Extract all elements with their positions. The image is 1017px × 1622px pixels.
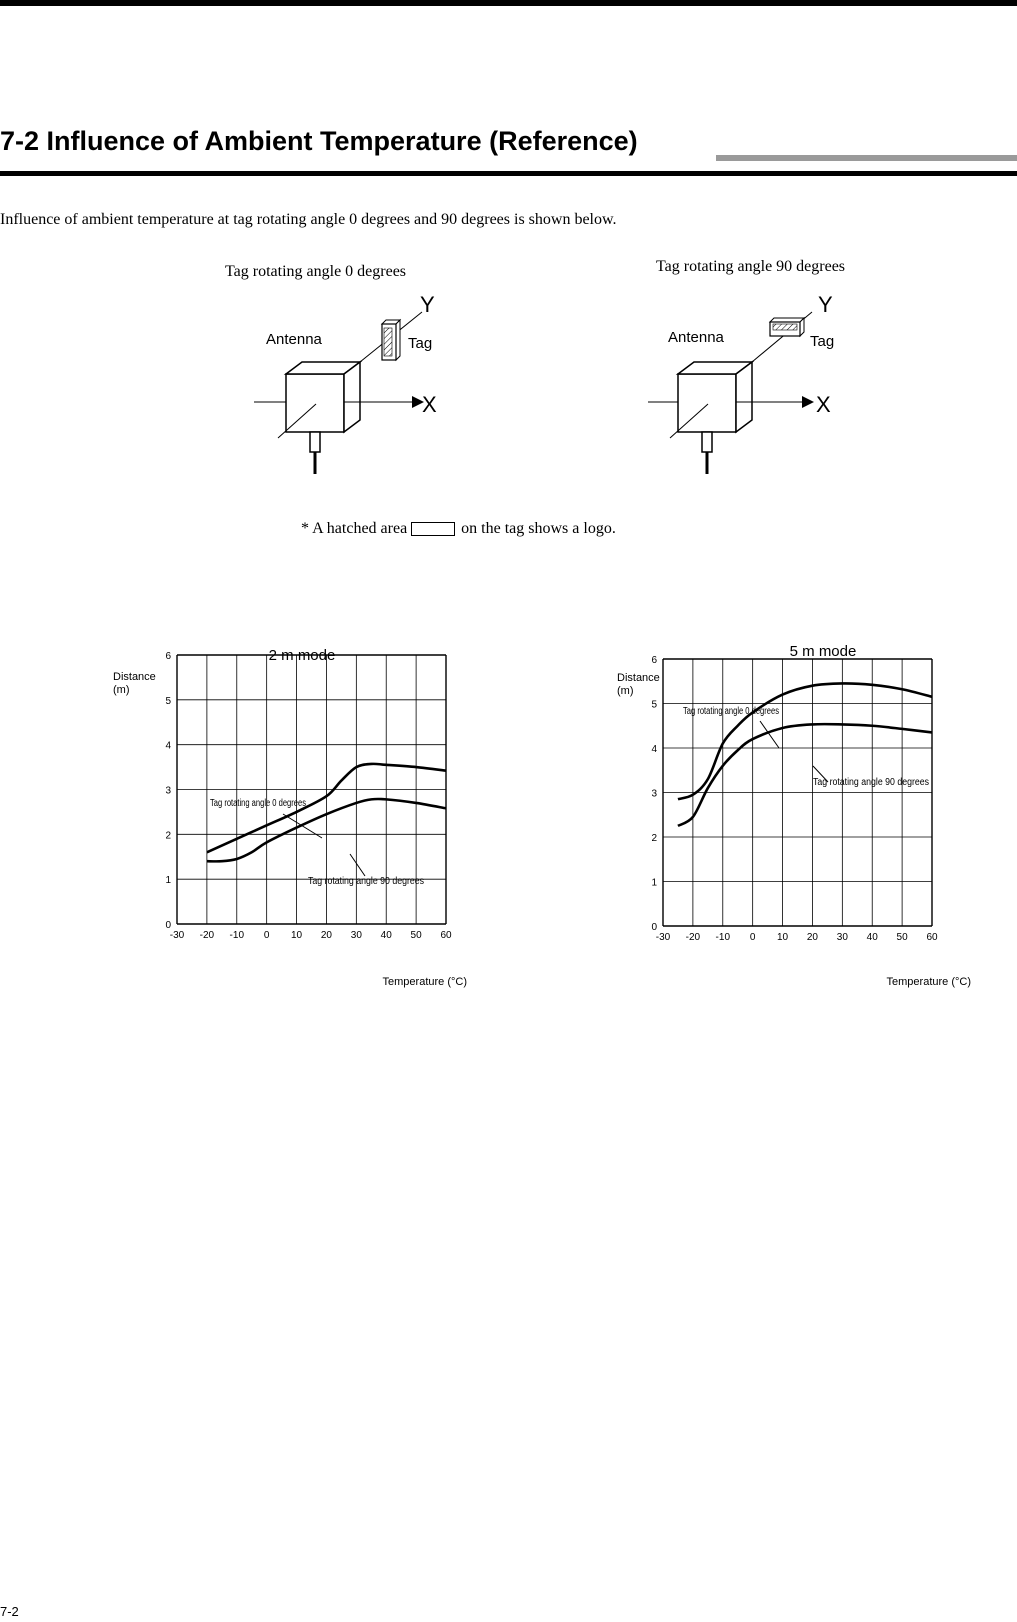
antenna-diagram-90 bbox=[640, 290, 860, 480]
x-tick-label: 40 bbox=[380, 930, 392, 941]
chart-2m-mode bbox=[100, 640, 490, 990]
y-tick-label: 0 bbox=[165, 920, 171, 931]
y-tick-label: 4 bbox=[651, 744, 657, 755]
x-ticks bbox=[656, 932, 938, 943]
y-axis-unit: (m) bbox=[113, 684, 130, 696]
x-axis-title: Temperature (°C) bbox=[382, 976, 467, 988]
x-tick-label: 50 bbox=[410, 930, 422, 941]
top-border bbox=[0, 0, 1017, 6]
intro-paragraph: Influence of ambient temperature at tag rotating angle 0 degrees and 90 degrees is shown below. bbox=[0, 211, 617, 228]
series-line-90deg bbox=[678, 724, 932, 826]
x-tick-label: 30 bbox=[350, 930, 362, 941]
chart-title: 2 m mode bbox=[268, 647, 336, 664]
y-axis-unit: (m) bbox=[617, 685, 634, 697]
y-tick-label: 2 bbox=[651, 833, 657, 844]
x-tick-label: 10 bbox=[290, 930, 303, 941]
y-tick-label: 1 bbox=[651, 877, 657, 889]
chart-title: 5 m mode bbox=[789, 643, 857, 660]
y-tick-label: 4 bbox=[165, 740, 171, 752]
y-axis-title: Distance bbox=[113, 671, 156, 683]
chart-5m-mode bbox=[603, 636, 993, 990]
title-rule bbox=[0, 171, 1017, 176]
grid bbox=[663, 659, 932, 926]
x-axis-title: Temperature (°C) bbox=[886, 976, 971, 988]
y-tick-label: 0 bbox=[651, 922, 657, 933]
x-axis-label: X bbox=[422, 392, 437, 417]
x-ticks bbox=[170, 930, 452, 941]
y-tick-label: 2 bbox=[165, 830, 171, 842]
y-tick-label: 5 bbox=[165, 695, 171, 707]
antenna-diagram-0 bbox=[240, 290, 460, 480]
x-axis-label: X bbox=[816, 392, 831, 417]
y-axis-label: Y bbox=[420, 292, 435, 317]
antenna-label: Antenna bbox=[668, 329, 724, 346]
x-tick-label: -30 bbox=[655, 932, 671, 943]
antenna-cable bbox=[702, 432, 712, 474]
y-axis-label: Y bbox=[818, 292, 833, 317]
y-ticks bbox=[165, 651, 171, 931]
x-tick-label: 0 bbox=[749, 932, 756, 943]
tag-shape bbox=[770, 318, 804, 336]
x-tick-label: 20 bbox=[806, 932, 819, 943]
series-label-90deg: Tag rotating angle 90 degrees bbox=[813, 777, 929, 788]
y-tick-label: 6 bbox=[165, 651, 171, 662]
y-tick-label: 1 bbox=[165, 875, 171, 887]
y-ticks bbox=[651, 655, 657, 933]
x-tick-label: 50 bbox=[896, 932, 908, 943]
logo-note bbox=[301, 520, 616, 538]
series-label-90deg: Tag rotating angle 90 degrees bbox=[308, 876, 424, 887]
title-gray-rule bbox=[716, 155, 1017, 161]
x-tick-label: -20 bbox=[199, 930, 215, 941]
x-tick-label: 60 bbox=[440, 930, 452, 941]
tag-shape bbox=[382, 320, 400, 360]
series-label-0deg: Tag rotating angle 0 degrees bbox=[683, 706, 779, 717]
logo-hatch bbox=[384, 328, 392, 356]
page-number: 7-2 bbox=[0, 1604, 19, 1619]
note-text-after: on the tag shows a logo. bbox=[461, 520, 616, 537]
hatch-legend-box bbox=[411, 522, 455, 536]
y-tick-label: 5 bbox=[651, 699, 657, 711]
x-arrow-icon bbox=[802, 396, 814, 408]
x-tick-label: 20 bbox=[320, 930, 333, 941]
diagram-caption-0: Tag rotating angle 0 degrees bbox=[225, 263, 407, 280]
x-tick-label: 40 bbox=[866, 932, 878, 943]
x-tick-label: -10 bbox=[229, 930, 245, 941]
x-tick-label: 0 bbox=[263, 930, 270, 941]
y-tick-label: 6 bbox=[651, 655, 657, 666]
x-tick-label: -30 bbox=[169, 930, 185, 941]
series-label-0deg: Tag rotating angle 0 degrees bbox=[210, 798, 306, 809]
series bbox=[678, 683, 932, 825]
diagram-caption-90: Tag rotating angle 90 degrees bbox=[656, 258, 846, 275]
x-tick-label: 10 bbox=[776, 932, 789, 943]
x-tick-label: 60 bbox=[926, 932, 938, 943]
antenna-cable bbox=[310, 432, 320, 474]
page-title: 7-2 Influence of Ambient Temperature (Reference) bbox=[0, 126, 638, 156]
y-tick-label: 3 bbox=[165, 785, 171, 797]
y-axis-title: Distance bbox=[617, 672, 660, 684]
note-text-before: * A hatched area bbox=[301, 520, 408, 537]
y-tick-label: 3 bbox=[651, 788, 657, 800]
antenna-label: Antenna bbox=[266, 331, 322, 348]
tag-label: Tag bbox=[810, 333, 835, 350]
logo-hatch bbox=[773, 324, 797, 330]
x-tick-label: -20 bbox=[685, 932, 701, 943]
tag-label: Tag bbox=[408, 335, 433, 352]
x-tick-label: 30 bbox=[836, 932, 848, 943]
leader-line-90deg bbox=[350, 854, 365, 876]
x-tick-label: -10 bbox=[715, 932, 731, 943]
